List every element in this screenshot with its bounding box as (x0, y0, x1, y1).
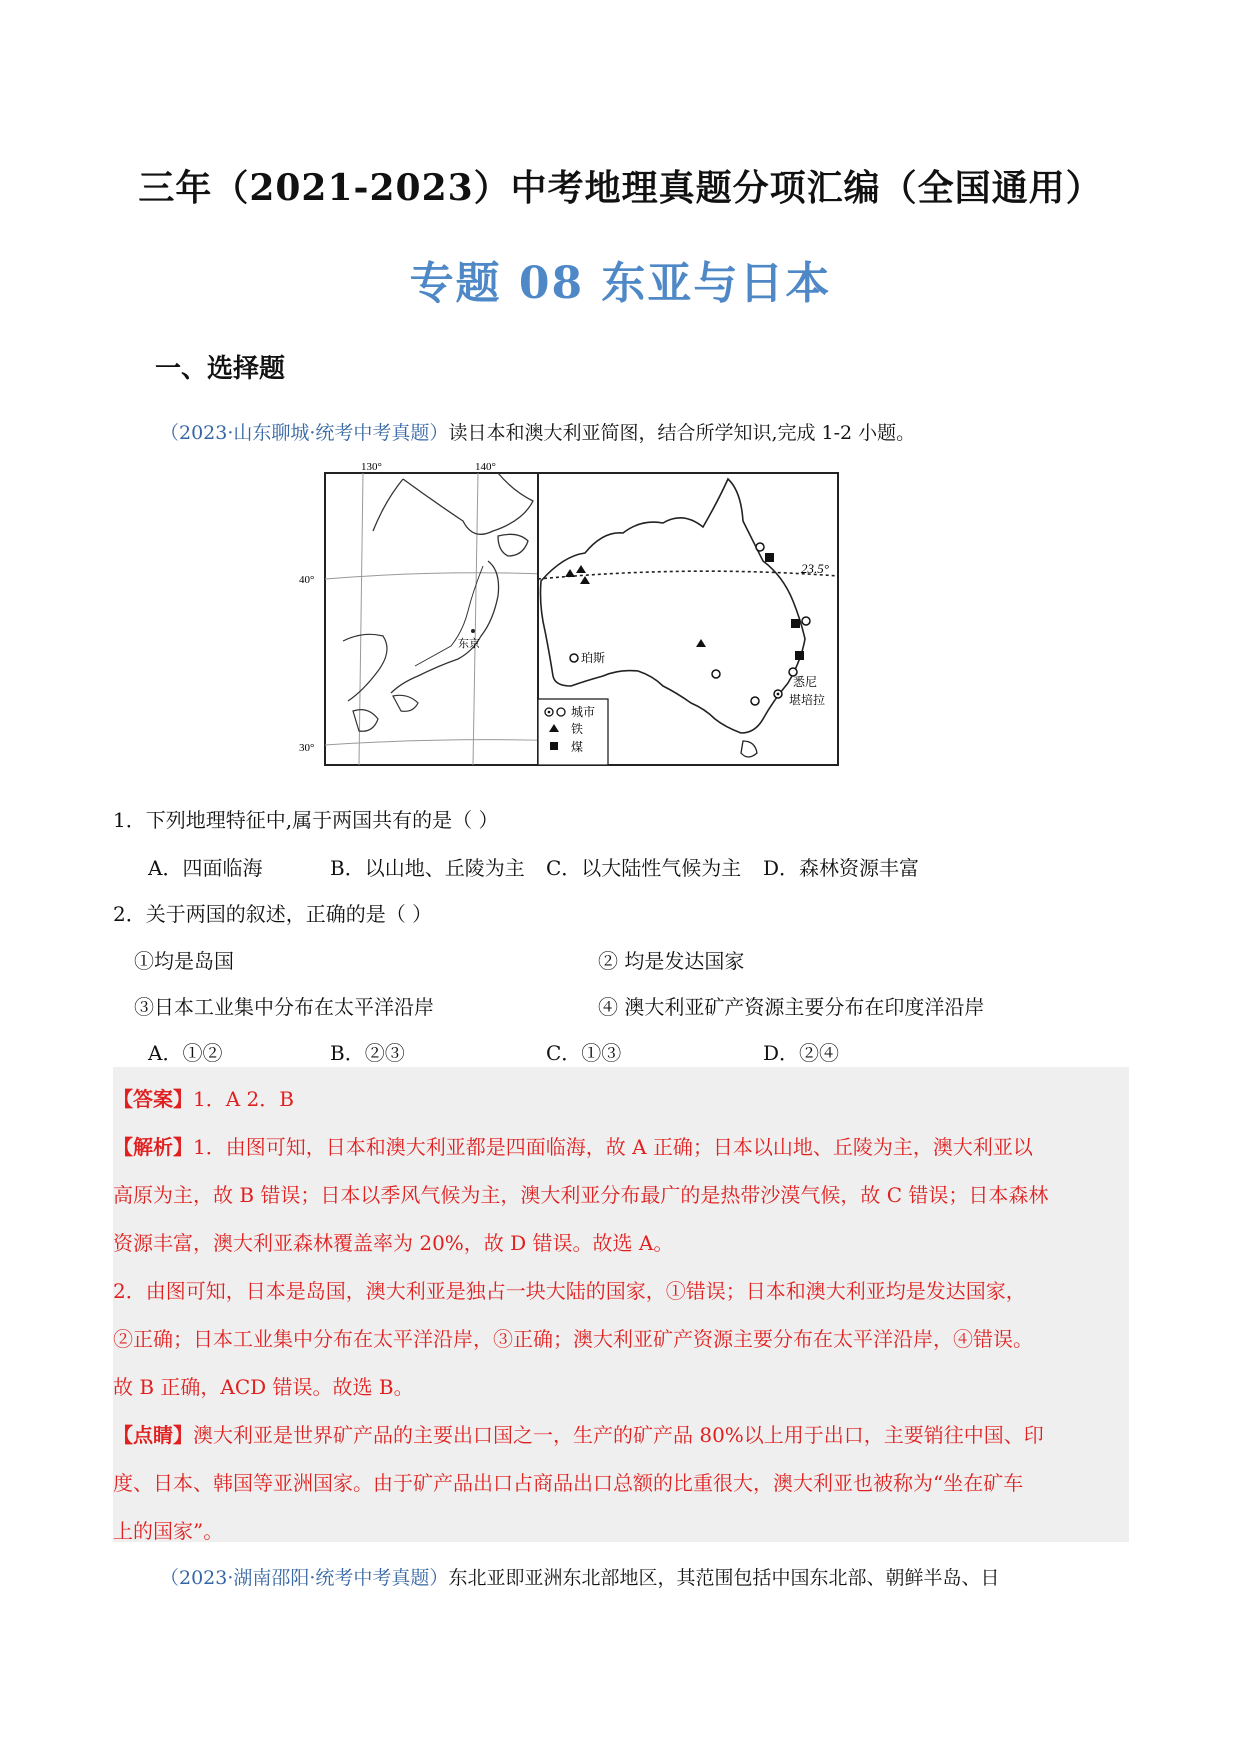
analysis-line-3: 资源丰富，澳大利亚森林覆盖率为 20%，故 D 错误。故选 A。 (113, 1231, 674, 1255)
lat-label-30: 30° (299, 742, 315, 754)
legend-city: 城市 (571, 705, 596, 719)
answer-text: 1．A 2．B (193, 1087, 294, 1111)
answer-line (113, 1083, 294, 1112)
analysis-line-1 (113, 1131, 1033, 1160)
city-label-sydney: 悉尼 (793, 675, 818, 689)
analysis-tag: 【解析】 (113, 1135, 193, 1159)
q2-option-a: A．①② (148, 1041, 223, 1065)
city-label-perth: 珀斯 (581, 651, 606, 665)
legend-iron: 铁 (571, 722, 584, 736)
q1-option-b: B．以山地、丘陵为主 (330, 856, 525, 880)
q2-statement-3: ③日本工业集中分布在太平洋沿岸 (134, 995, 434, 1019)
question-source-2: （2023·湖南邵阳·统考中考真题） (160, 1567, 449, 1589)
lon-label-140: 140° (475, 461, 496, 473)
question-group-intro-2 (160, 1563, 999, 1590)
q2-statement-1: ①均是岛国 (134, 949, 234, 973)
note-text: 澳大利亚是世界矿产品的主要出口国之一，生产的矿产品 80%以上用于出口，主要销往中国、印 (193, 1423, 1044, 1447)
q2-option-d: D．②④ (763, 1041, 840, 1065)
analysis-line-5: ②正确；日本工业集中分布在太平洋沿岸，③正确；澳大利亚矿产资源主要分布在太平洋沿岸，④错误。 (113, 1327, 1033, 1351)
lon-label-130: 130° (361, 461, 382, 473)
city-label-tokyo: 东京 (458, 638, 480, 650)
section-heading: 一、选择题 (155, 354, 286, 384)
note-line-2: 度、日本、韩国等亚洲国家。由于矿产品出口占商品出口总额的比重很大，澳大利亚也被称为“坐在矿车 (113, 1471, 1024, 1495)
note-line-3: 上的国家”。 (113, 1519, 224, 1543)
q2-option-b: B．②③ (330, 1041, 405, 1065)
topic-title: 专题 08 东亚与日本 (409, 258, 832, 309)
japan-australia-maps (299, 461, 943, 767)
intro-text: 读日本和澳大利亚简图，结合所学知识,完成 1-2 小题。 (448, 422, 916, 444)
intro-text-2: 东北亚即亚洲东北部地区，其范围包括中国东北部、朝鲜半岛、日 (448, 1567, 1000, 1589)
question-2-stem: 2．关于两国的叙述，正确的是（ ） (113, 902, 433, 926)
q2-statement-2: ② 均是发达国家 (598, 949, 745, 973)
analysis-line-4: 2．由图可知，日本是岛国，澳大利亚是独占一块大陆的国家，①错误；日本和澳大利亚均是发达国家， (113, 1279, 1026, 1303)
question-group-intro (160, 418, 915, 445)
q1-option-c: C．以大陆性气候为主 (546, 856, 742, 880)
analysis-line-6: 故 B 正确，ACD 错误。故选 B。 (113, 1375, 414, 1399)
lat-label-40: 40° (299, 574, 315, 586)
note-tag: 【点睛】 (113, 1423, 193, 1447)
city-label-canberra: 堪培拉 (789, 693, 826, 707)
q2-statement-4: ④ 澳大利亚矿产资源主要分布在印度洋沿岸 (598, 995, 985, 1019)
q2-option-c: C．①③ (546, 1041, 622, 1065)
question-source: （2023·山东聊城·统考中考真题） (160, 422, 449, 444)
q1-option-a: A．四面临海 (148, 856, 263, 880)
q1-option-d: D．森林资源丰富 (763, 856, 920, 880)
analysis-text: 1．由图可知，日本和澳大利亚都是四面临海，故 A 正确；日本以山地、丘陵为主，澳大利亚以 (193, 1135, 1033, 1159)
japan-map (299, 461, 569, 765)
question-1-stem: 1．下列地理特征中,属于两国共有的是（ ） (113, 808, 499, 832)
australia-map (538, 473, 838, 765)
answer-tag: 【答案】 (113, 1087, 193, 1111)
tropic-label: 23.5° (801, 561, 829, 576)
document-title: 三年（2021-2023）中考地理真题分项汇编（全国通用） (138, 167, 1103, 209)
analysis-line-2: 高原为主，故 B 错误；日本以季风气候为主，澳大利亚分布最广的是热带沙漠气候，故 C 错误；日本森林 (113, 1183, 1049, 1207)
note-line-1 (113, 1419, 1044, 1448)
legend-coal: 煤 (571, 740, 584, 754)
